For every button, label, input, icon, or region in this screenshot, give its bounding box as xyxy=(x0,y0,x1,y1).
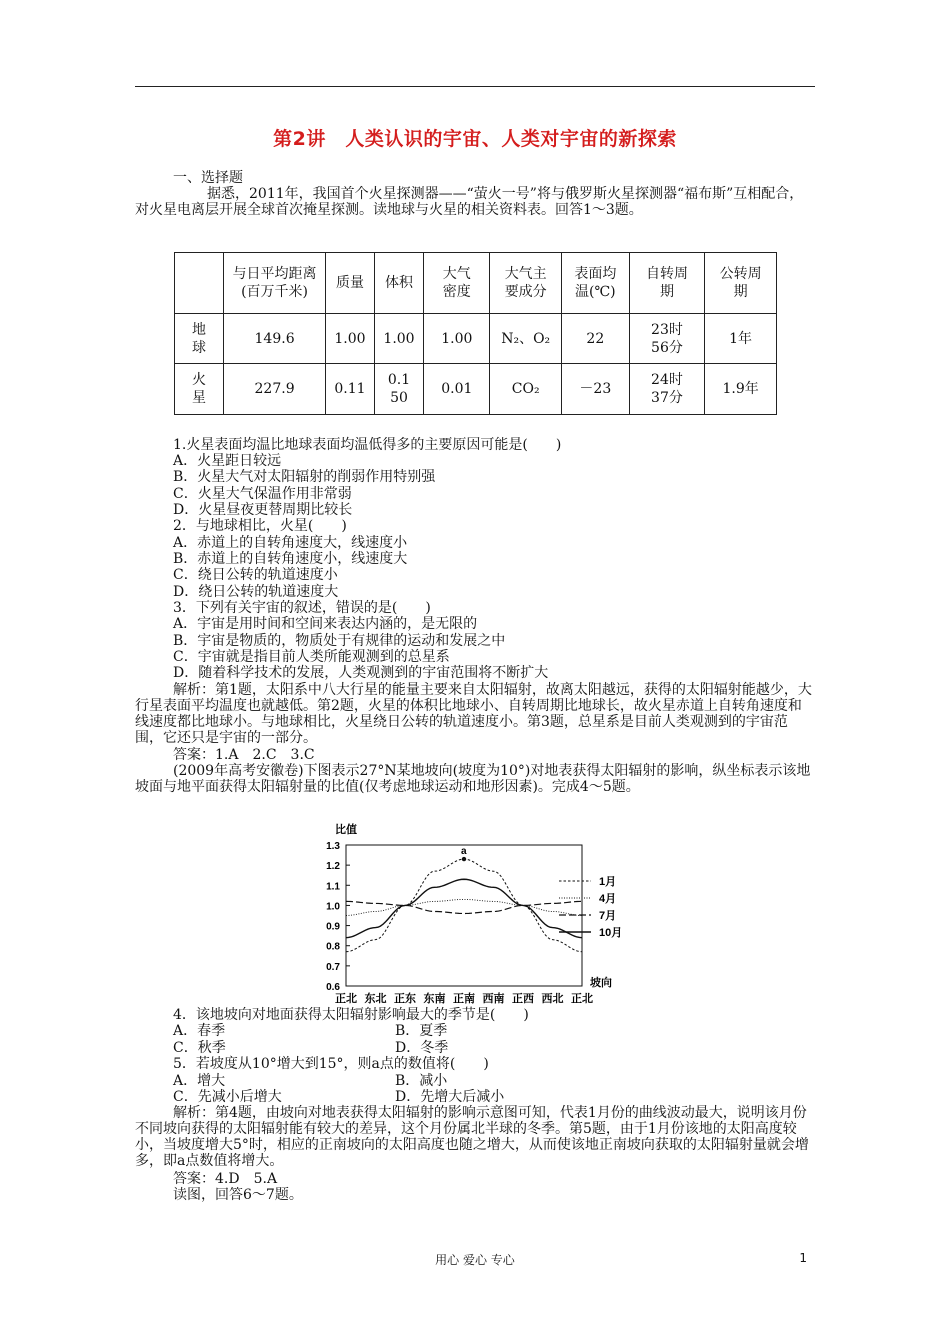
table-cell: 1.00 xyxy=(326,314,375,364)
table-cell: 地球 xyxy=(175,314,224,364)
table-cell: 0.01 xyxy=(424,364,490,415)
question-1-option: C．火星大气保温作用非常弱 xyxy=(173,486,352,502)
x-tick-label: 正南 xyxy=(453,993,475,1005)
table-header-cell: 质量 xyxy=(326,253,375,314)
x-tick-label: 西南 xyxy=(482,993,505,1005)
point-a-label: a xyxy=(461,846,467,858)
question-3-option: B．宇宙是物质的，物质处于有规律的运动和发展之中 xyxy=(173,633,506,649)
plot-frame xyxy=(346,845,582,986)
x-tick-label: 正西 xyxy=(512,993,534,1005)
table-cell: 24时37分 xyxy=(629,364,705,415)
y-tick-label: 0.6 xyxy=(326,982,340,993)
question-5-option: D．先增大后减小 xyxy=(395,1089,505,1105)
analysis-text: 解析：第4题，由坡向对地表获得太阳辐射的影响示意图可知，代表1月份的曲线波动最大，说明该月份不同坡向获得的太阳辐射能有较大的差异，这个月份属北半球的冬季。第5题，由于1月份该地的太阳高度较小，当坡度增大5°时，相应的正南坡向的太阳高度也随之增大，从而使该地正南坡向获取的太阳辐射量就会增多，即a点数值将增大。 xyxy=(135,1105,809,1169)
radiation-ratio-chart xyxy=(325,818,625,1008)
intro-text: 据悉，2011年，我国首个火星探测器——“萤火一号”将与俄罗斯火星探测器“福布斯”互相配合，对火星电离层开展全球首次掩星探测。读地球与火星的相关资料表。回答1～3题。 xyxy=(135,186,804,218)
follow-up-prompt: 读图，回答6～7题。 xyxy=(173,1187,303,1203)
intro-paragraph xyxy=(135,186,815,218)
question-3-option: A．宇宙是用时间和空间来表达内涵的，是无限的 xyxy=(173,616,478,632)
question-1-option: B．火星大气对太阳辐射的削弱作用特别强 xyxy=(173,469,436,485)
table-cell: 0.11 xyxy=(326,364,375,415)
y-tick-label: 1.0 xyxy=(326,901,340,913)
x-axis-label: 坡向 xyxy=(590,977,612,989)
x-tick-label: 正北 xyxy=(571,993,593,1005)
question-1-stem: 1.火星表面均温比地球表面均温低得多的主要原因可能是( ) xyxy=(173,437,562,453)
legend-label: 7月 xyxy=(599,910,617,922)
table-cell: 23时56分 xyxy=(629,314,705,364)
table-header-cell: 体积 xyxy=(374,253,423,314)
question-1-option: A．火星距日较远 xyxy=(173,453,282,469)
y-tick-label: 0.9 xyxy=(326,921,340,933)
x-tick-label: 西北 xyxy=(541,993,564,1005)
x-tick-label: 东南 xyxy=(423,993,446,1005)
table-header-cell xyxy=(175,253,224,314)
question-4-option: C．秋季 xyxy=(173,1040,226,1056)
answer-line: 答案：4.D 5.A xyxy=(173,1171,278,1187)
table-header-row xyxy=(175,253,777,314)
question-2-option: B．赤道上的自转角速度小，线速度大 xyxy=(173,551,408,567)
table-cell: N₂、O₂ xyxy=(490,314,562,364)
page-title: 第2讲 人类认识的宇宙、人类对宇宙的新探索 xyxy=(273,128,677,150)
table-header-cell: 大气主要成分 xyxy=(490,253,562,314)
table-cell: 149.6 xyxy=(223,314,325,364)
header-rule xyxy=(135,86,815,87)
y-tick-label: 1.1 xyxy=(326,881,340,893)
table-header-cell: 与日平均距离(百万千米) xyxy=(223,253,325,314)
series-line xyxy=(346,899,582,915)
table-header-cell: 表面均温(℃) xyxy=(561,253,629,314)
question-3-option: D．随着科学技术的发展，人类观测到的宇宙范围将不断扩大 xyxy=(173,665,549,681)
table-cell: 22 xyxy=(561,314,629,364)
analysis-paragraph xyxy=(135,1105,815,1169)
point-a-marker xyxy=(462,857,466,861)
y-tick-label: 0.7 xyxy=(326,961,340,973)
table-cell: －23 xyxy=(561,364,629,415)
analysis-text: 解析：第1题，太阳系中八大行星的能量主要来自太阳辐射，故离太阳越远，获得的太阳辐射能越少，大行星表面平均温度也就越低。第2题，火星的体积比地球小、自转周期比地球长，故火星赤道上自转角速度和线速度都比地球小。与地球相比，火星绕日公转的轨道速度小。第3题，总星系是目前人类观测到的宇宙范围，它还只是宇宙的一部分。 xyxy=(135,682,812,746)
y-tick-label: 1.3 xyxy=(326,841,340,852)
legend-label: 1月 xyxy=(599,876,617,888)
table-cell: 1年 xyxy=(705,314,777,364)
series-line xyxy=(346,859,582,952)
question-2-option: C．绕日公转的轨道速度小 xyxy=(173,567,338,583)
table-row xyxy=(175,364,777,415)
question-2-stem: 2．与地球相比，火星( ) xyxy=(173,518,347,534)
question-2-option: D．绕日公转的轨道速度大 xyxy=(173,584,339,600)
table-cell: 1.00 xyxy=(374,314,423,364)
intro-paragraph xyxy=(135,763,815,795)
answer-line: 答案：1.A 2.C 3.C xyxy=(173,747,315,763)
y-axis-label: 比值 xyxy=(335,824,357,836)
question-5-stem: 5．若坡度从10°增大到15°，则a点的数值将( ) xyxy=(173,1056,489,1072)
table-cell: 1.00 xyxy=(424,314,490,364)
legend-label: 10月 xyxy=(599,927,623,939)
analysis-paragraph xyxy=(135,682,815,746)
question-4-stem: 4．该地坡向对地面获得太阳辐射影响最大的季节是( ) xyxy=(173,1007,529,1023)
x-tick-label: 正东 xyxy=(394,993,416,1005)
question-4-option: A．春季 xyxy=(173,1023,226,1039)
table-header-cell: 公转周期 xyxy=(705,253,777,314)
table-cell: 227.9 xyxy=(223,364,325,415)
question-5-option: C．先减小后增大 xyxy=(173,1089,282,1105)
question-5-option: B．减小 xyxy=(395,1073,448,1089)
question-3-stem: 3．下列有关宇宙的叙述，错误的是( ) xyxy=(173,600,431,616)
footer-motto: 用心 爱心 专心 xyxy=(435,1253,515,1267)
series-line xyxy=(346,901,582,913)
comparison-table xyxy=(174,252,777,415)
table-cell: 火星 xyxy=(175,364,224,415)
table-row xyxy=(175,314,777,364)
intro-text: (2009年高考安徽卷)下图表示27°N某地坡向(坡度为10°)对地表获得太阳辐射的影响，纵坐标表示该地坡面与地平面获得太阳辐射量的比值(仅考虑地球运动和地形因素)。完成4～5题。 xyxy=(135,763,811,795)
table-cell: 1.9年 xyxy=(705,364,777,415)
x-tick-label: 东北 xyxy=(364,993,387,1005)
question-5-option: A．增大 xyxy=(173,1073,226,1089)
table-cell: CO₂ xyxy=(490,364,562,415)
section-heading: 一、选择题 xyxy=(173,170,243,186)
question-1-option: D．火星昼夜更替周期比较长 xyxy=(173,502,353,518)
table-header-cell: 自转周期 xyxy=(629,253,705,314)
y-tick-label: 1.2 xyxy=(326,861,340,873)
table-header-cell: 大气密度 xyxy=(424,253,490,314)
series-line xyxy=(346,879,582,937)
y-tick-label: 0.8 xyxy=(326,941,340,953)
legend-label: 4月 xyxy=(599,893,617,905)
question-4-option: B．夏季 xyxy=(395,1023,448,1039)
question-4-option: D．冬季 xyxy=(395,1040,449,1056)
question-3-option: C．宇宙就是指目前人类所能观测到的总星系 xyxy=(173,649,450,665)
page-number: 1 xyxy=(799,1251,807,1265)
question-2-option: A．赤道上的自转角速度大，线速度小 xyxy=(173,535,408,551)
x-tick-label: 正北 xyxy=(335,993,357,1005)
table-cell: 0.150 xyxy=(374,364,423,415)
